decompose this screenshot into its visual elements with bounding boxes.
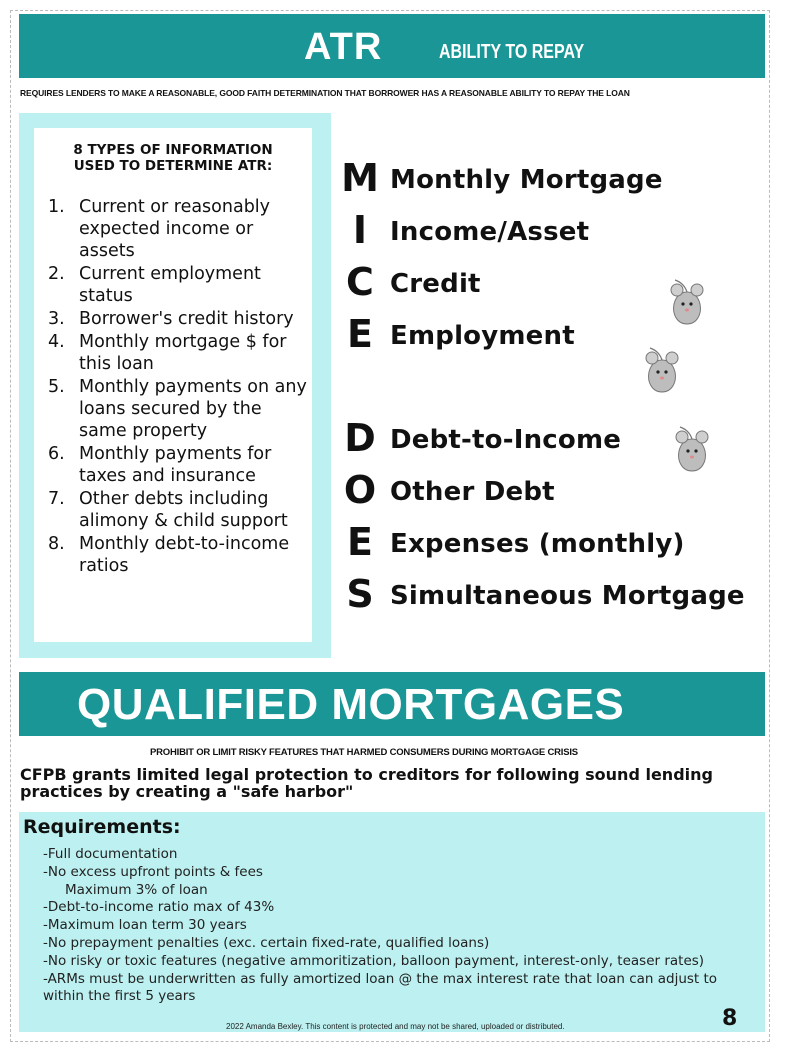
list-item-text: Other debts including alimony & child support [79,489,288,531]
list-item: Maximum 3% of loan [65,881,208,898]
list-item: -No risky or toxic features (negative ammoritization, balloon payment, interest-only, teaser rates) [43,952,705,969]
atr-title: ATR [304,26,383,68]
list-item-text: Monthly payments on any loans secured by the same property [79,377,307,441]
list-item [48,308,310,330]
mnemonic-row [338,572,778,624]
list-item [48,533,310,577]
info-types-panel [34,128,312,642]
list-item-text: Monthly debt-to-income ratios [79,534,290,576]
mnemonic-word: Expenses (monthly) [390,529,685,559]
mnemonic-word: Other Debt [390,477,555,507]
requirements-list [43,846,743,1006]
mnemonic-word: Monthly Mortgage [390,165,663,195]
mnemonic-letter: E [347,312,373,356]
list-item-text: Borrower's credit history [79,309,294,329]
mnemonic-row [338,156,778,208]
mnemonic-letter: M [341,156,379,200]
requirements-box [19,812,765,1032]
copyright-footer: 2022 Amanda Bexley. This content is protected and may not be shared, uploaded or distributed. [226,1022,565,1031]
list-item-number: 5. [48,377,65,397]
list-item [48,376,310,442]
qm-title: QUALIFIED MORTGAGES [77,680,625,729]
list-item-number: 7. [48,489,65,509]
atr-description: REQUIRES LENDERS TO MAKE A REASONABLE, GOOD FAITH DETERMINATION THAT BORROWER HAS A REASONABLE ABILITY TO REPAY THE LOAN [20,88,630,98]
mnemonic-word: Credit [390,269,481,299]
qm-cfpb-statement: CFPB grants limited legal protection to creditors for following sound lending practices by creating a "safe harbor" [20,765,713,801]
list-item: -Full documentation [43,846,178,862]
list-item-number: 3. [48,309,65,329]
list-item: -Debt-to-income ratio max of 43% [43,899,275,916]
mnemonic-row [338,312,778,364]
mouse-icon [663,278,711,326]
list-item-text: Current employment status [79,264,261,306]
list-item-number: 8. [48,534,65,554]
mnemonic-letter: S [346,572,374,616]
mnemonic-word: Simultaneous Mortgage [390,581,745,611]
mouse-icon [668,425,716,473]
mnemonic-row [338,208,778,260]
mnemonic-letter: C [346,260,374,304]
info-types-heading-line1: 8 TYPES OF INFORMATION [73,142,273,158]
info-types-box [19,113,331,658]
list-item [48,196,310,262]
list-item [48,263,310,307]
mnemonic-word: Employment [390,321,575,351]
list-item: -ARMs must be underwritten as fully amortized loan @ the max interest rate that loan can adjust to within the first 5 years [43,970,718,1005]
list-item-number: 2. [48,264,65,284]
list-item-number: 6. [48,444,65,464]
requirements-heading: Requirements: [23,816,181,838]
mnemonic-letter: O [343,468,377,512]
mnemonic-row [338,260,778,312]
page-number: 8 [722,1006,738,1031]
mnemonic-letter: I [352,208,368,252]
mnemonic-letter: E [347,520,373,564]
mnemonic-word: Income/Asset [390,217,590,247]
list-item-text: Current or reasonably expected income or assets [79,197,271,261]
qm-subtitle: PROHIBIT OR LIMIT RISKY FEATURES THAT HARMED CONSUMERS DURING MORTGAGE CRISIS [150,747,578,758]
list-item: -Maximum loan term 30 years [43,917,247,934]
mnemonic-word: Debt-to-Income [390,425,622,455]
list-item: -No excess upfront points & fees [43,863,263,880]
mnemonic-letter: D [344,416,376,460]
info-types-heading-line2: USED TO DETERMINE ATR: [73,158,273,174]
atr-subtitle: ABILITY TO REPAY [439,41,585,63]
info-types-list [48,196,310,578]
list-item [48,488,310,532]
mnemonic-row [338,468,778,520]
info-types-heading [42,142,304,174]
list-item-text: Monthly mortgage $ for this loan [79,332,287,374]
list-item [48,331,310,375]
mouse-icon [638,346,686,394]
list-item: -No prepayment penalties (exc. certain fixed-rate, qualified loans) [43,934,490,951]
mnemonic-row [338,520,778,572]
list-item-text: Monthly payments for taxes and insurance [79,444,272,486]
atr-header-band [19,14,765,78]
list-item-number: 1. [48,197,65,217]
list-item [48,443,310,487]
qm-header-band [19,672,765,736]
list-item-number: 4. [48,332,65,352]
